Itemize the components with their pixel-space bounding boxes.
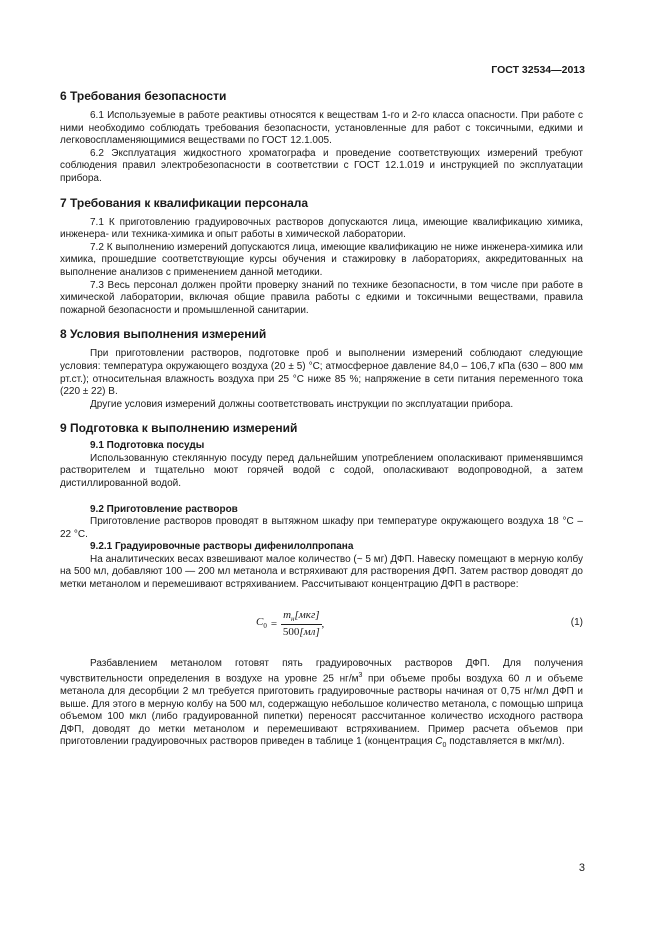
paragraph-9-1: Использованную стеклянную посуду перед дальнейшим употреблением ополаскивают применявшимся растворителем и тщательно моют горячей водой с содой, ополаскивают водопроводной, а затем дистиллированной водой. bbox=[60, 452, 583, 489]
paragraph-9-2-1-a: На аналитических весах взвешивают малое количество (~ 5 мг) ДФП. Навеску помещают в мерную колбу на 500 мл, добавляют 100 — 200 мл метанола и встряхивают для растворения ДФП. Затем раствор доводят до метки метанолом и перемешивают встряхиванием. Рассчитывают концентрацию ДФП в растворе: bbox=[60, 553, 583, 590]
formula-numerator: $m_н[мкг]$ bbox=[283, 608, 320, 624]
paragraph-7-2: 7.2 К выполнению измерений допускаются лица, имеющие квалификацию не ниже инженера-химика или химика, прошедшие соответствующие курсы обучения и стажировку в лабораториях, аккредитованных на выполнение анализов с применением данной методики. bbox=[60, 241, 583, 278]
formula-tail: , bbox=[321, 617, 325, 630]
formula-fraction bbox=[281, 609, 321, 638]
document-header-code: ГОСТ 32534—2013 bbox=[491, 64, 585, 76]
subsection-9-2-1-title: 9.2.1 Градуировочные растворы дифенилолпропана bbox=[90, 541, 354, 553]
formula-equals: = bbox=[270, 617, 278, 630]
paragraph-8-1: При приготовлении растворов, подготовке проб и выполнении измерений соблюдают следующие условия: температура окружающего воздуха (20 ± 5) °С; атмосферное давление 84,0 – 106,7 кПа (630 – 800 мм рт.ст.); относительная влажность воздуха при 25 °С ниже 85 %; напряжение в сети питания переменного тока (220 ± 22) В. bbox=[60, 348, 583, 398]
paragraph-9-2-1-b: Разбавлением метанолом готовят пять градуировочных растворов ДФП. Для получения чувствительности определения в воздухе на уровне 25 $нг/м^3$ при объеме пробы воздуха 60 л и объеме метанола для десорбции 2 мл требуется приготовить градуировочные растворы начиная от 0,75 нг/мл ДФП и выше. Для этого в мерную колбу на 500 мл, содержащую небольшое количество метанола, с помощью шприца объемом 100 мкл (либо градуированной пипетки) переносят рассчитанное количество исходного раствора ДФП, доводят до метки метанолом и перемешивают встряхиванием. Пример расчета объемов при приготовлении градуировочных растворов приведен в таблице 1 (концентрация $C_0$ подставляется в мкг/мл). bbox=[60, 657, 584, 750]
page-number: 3 bbox=[578, 862, 585, 874]
section-9-title: 9 Подготовка к выполнению измерений bbox=[60, 421, 298, 436]
subsection-9-1-title: 9.1 Подготовка посуды bbox=[90, 440, 205, 452]
paragraph-8-2: Другие условия измерений должны соответствовать инструкции по эксплуатации прибора. bbox=[90, 398, 514, 410]
formula-expression bbox=[256, 604, 324, 644]
formula-number: (1) bbox=[570, 616, 583, 628]
section-7-title: 7 Требования к квалификации персонала bbox=[60, 195, 309, 210]
paragraph-6-1: 6.1 Используемые в работе реактивы относятся к веществам 1-го и 2-го класса опасности. При работе с ними необходимо соблюдать требования безопасности, установленные для работ с токсичными, едкими и легковоспламеняющимися веществами по ГОСТ 12.1.005. bbox=[60, 110, 583, 147]
section-6-title: 6 Требования безопасности bbox=[60, 89, 227, 103]
formula-denominator: 500[мл] bbox=[282, 626, 320, 639]
section-8-title: 8 Условия выполнения измерений bbox=[60, 327, 267, 342]
subsection-9-2-title: 9.2 Приготовление растворов bbox=[90, 503, 238, 515]
paragraph-9-2: Приготовление растворов проводят в вытяжном шкафу при температуре окружающего воздуха 18 °С – 22 °С. bbox=[60, 516, 583, 540]
paragraph-6-2: 6.2 Эксплуатация жидкостного хроматографа и проведение соответствующих измерений требуют соблюдения правил электробезопасности в соответствии с ГОСТ 12.1.019 и инструкцией по эксплуатации прибора. bbox=[60, 147, 583, 184]
paragraph-7-3: 7.3 Весь персонал должен пройти проверку знаний по технике безопасности, в том числе при работе в химической лаборатории, включая общие правила работы с едкими и токсичными веществами, правила пожарной безопасности и промышленной санитарии. bbox=[60, 279, 583, 316]
formula-1 bbox=[60, 604, 583, 644]
document-body bbox=[60, 88, 583, 753]
formula-lhs: $C_0$ bbox=[256, 616, 267, 631]
paragraph-7-1: 7.1 К приготовлению градуировочных растворов допускаются лица, имеющие квалификацию химика, инженера- или техника-химика и опыт работы в химической лаборатории. bbox=[60, 216, 583, 241]
